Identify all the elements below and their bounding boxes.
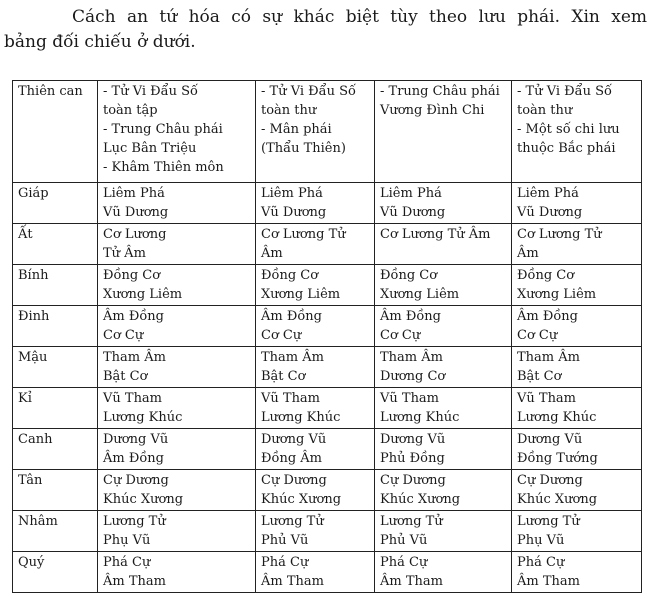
table-row bbox=[13, 388, 642, 429]
table-row bbox=[13, 183, 642, 224]
cell-line: Đồng Cơ bbox=[517, 268, 575, 283]
thien-can-cell bbox=[13, 429, 98, 470]
cell-line: Cơ Cự bbox=[517, 328, 558, 343]
cell-line: Liêm Phá bbox=[103, 186, 165, 201]
cell-line: Vũ Tham bbox=[261, 391, 321, 406]
thien-can-label: Tân bbox=[18, 473, 43, 488]
cell-line: Vũ Tham bbox=[517, 391, 577, 406]
table-cell bbox=[512, 388, 642, 429]
table-cell bbox=[98, 470, 256, 511]
table-cell bbox=[375, 347, 512, 388]
cell-line: Phủ Vũ bbox=[261, 533, 309, 548]
header-line: - Tử Vi Đẩu Số bbox=[261, 84, 356, 99]
cell-line: Liêm Phá bbox=[261, 186, 323, 201]
cell-line: Lương Tử bbox=[380, 514, 443, 529]
thien-can-cell bbox=[13, 552, 98, 593]
cell-line: Xương Liêm bbox=[261, 287, 341, 302]
cell-line: Đồng Tướng bbox=[517, 451, 598, 466]
cell-line: Âm bbox=[261, 246, 283, 261]
thien-can-cell bbox=[13, 511, 98, 552]
cell-line: Đồng Cơ bbox=[103, 268, 161, 283]
table-cell bbox=[375, 511, 512, 552]
header-line: - Tử Vi Đẩu Số bbox=[517, 84, 612, 99]
table-cell bbox=[375, 306, 512, 347]
table-row bbox=[13, 511, 642, 552]
table-cell bbox=[256, 511, 375, 552]
cell-line: Tham Âm bbox=[261, 350, 324, 365]
table-cell bbox=[98, 265, 256, 306]
table-cell bbox=[256, 429, 375, 470]
thien-can-cell bbox=[13, 470, 98, 511]
cell-line: Tham Âm bbox=[103, 350, 166, 365]
cell-line: Dương Vũ bbox=[261, 432, 327, 447]
cell-line: Âm Tham bbox=[517, 574, 580, 589]
table-row bbox=[13, 552, 642, 593]
cell-line: Vũ Tham bbox=[380, 391, 440, 406]
table-cell bbox=[98, 224, 256, 265]
cell-line: Âm Tham bbox=[103, 574, 166, 589]
cell-line: Tham Âm bbox=[380, 350, 443, 365]
cell-line: Dương Vũ bbox=[517, 432, 583, 447]
cell-line: Lương Khúc bbox=[380, 410, 460, 425]
header-line: toàn thư bbox=[517, 103, 573, 118]
table-cell bbox=[256, 552, 375, 593]
cell-line: Phủ Đồng bbox=[380, 451, 445, 466]
cell-line: Xương Liêm bbox=[380, 287, 460, 302]
header-school-4 bbox=[512, 81, 642, 183]
header-line: thuộc Bắc phái bbox=[517, 141, 616, 156]
cell-line: Cơ Lương Tử bbox=[517, 227, 602, 242]
cell-line: Vũ Dương bbox=[517, 205, 583, 220]
table-cell bbox=[375, 388, 512, 429]
cell-line: Đồng Cơ bbox=[261, 268, 319, 283]
table-row bbox=[13, 347, 642, 388]
cell-line: Phá Cự bbox=[261, 555, 309, 570]
table-cell bbox=[512, 470, 642, 511]
cell-line: Phá Cự bbox=[380, 555, 428, 570]
cell-line: Cơ Lương bbox=[103, 227, 167, 242]
intro-paragraph bbox=[0, 0, 649, 70]
cell-line: Âm Đồng bbox=[261, 309, 322, 324]
cell-line: Phá Cự bbox=[517, 555, 565, 570]
cell-line: Vũ Dương bbox=[103, 205, 169, 220]
cell-line: Bật Cơ bbox=[103, 369, 148, 384]
table-cell bbox=[512, 183, 642, 224]
thien-can-cell bbox=[13, 224, 98, 265]
header-line: - Mân phái bbox=[261, 122, 332, 137]
header-row bbox=[13, 81, 642, 183]
table-cell bbox=[98, 511, 256, 552]
intro-line-1: Cách an tứ hóa có sự khác biệt tùy theo lưu phái. Xin xem bbox=[72, 7, 647, 27]
header-line: Thiên can bbox=[18, 84, 83, 99]
thien-can-label: Canh bbox=[18, 432, 53, 447]
cell-line: Khúc Xương bbox=[103, 492, 184, 507]
cell-line: Âm Tham bbox=[261, 574, 324, 589]
header-thien-can bbox=[13, 81, 98, 183]
table-cell bbox=[512, 265, 642, 306]
cell-line: Liêm Phá bbox=[380, 186, 442, 201]
table-row bbox=[13, 429, 642, 470]
table-cell bbox=[512, 511, 642, 552]
thien-can-label: Giáp bbox=[18, 186, 49, 201]
cell-line: Lương Tử bbox=[517, 514, 580, 529]
cell-line: Xương Liêm bbox=[103, 287, 183, 302]
header-line: toàn thư bbox=[261, 103, 317, 118]
cell-line: Dương Cơ bbox=[380, 369, 446, 384]
header-line: Vương Đình Chi bbox=[380, 103, 485, 118]
table-cell bbox=[512, 429, 642, 470]
thien-can-cell bbox=[13, 265, 98, 306]
thien-can-label: Đinh bbox=[18, 309, 50, 324]
table-cell bbox=[256, 224, 375, 265]
table-cell bbox=[256, 265, 375, 306]
cell-line: Vũ Dương bbox=[380, 205, 446, 220]
cell-line: Cơ Lương Tử Âm bbox=[380, 227, 491, 242]
table-cell bbox=[375, 470, 512, 511]
header-line: - Khâm Thiên môn bbox=[103, 160, 224, 175]
header-line: - Một số chi lưu bbox=[517, 122, 620, 137]
cell-line: Lương Tử bbox=[103, 514, 166, 529]
cell-line: Đồng Cơ bbox=[380, 268, 438, 283]
cell-line: Lương Khúc bbox=[517, 410, 597, 425]
cell-line: Vũ Dương bbox=[261, 205, 327, 220]
cell-line: Đồng Âm bbox=[261, 451, 322, 466]
cell-line: Cơ Cự bbox=[103, 328, 144, 343]
table-row bbox=[13, 224, 642, 265]
cell-line: Âm Tham bbox=[380, 574, 443, 589]
table-row bbox=[13, 265, 642, 306]
table-cell bbox=[256, 306, 375, 347]
table-cell bbox=[375, 224, 512, 265]
cell-line: Lương Tử bbox=[261, 514, 324, 529]
thien-can-label: Nhâm bbox=[18, 514, 58, 529]
table-row bbox=[13, 306, 642, 347]
thien-can-cell bbox=[13, 388, 98, 429]
table-cell bbox=[98, 388, 256, 429]
cell-line: Cơ Cự bbox=[261, 328, 302, 343]
table-cell bbox=[512, 552, 642, 593]
cell-line: Bật Cơ bbox=[261, 369, 306, 384]
cell-line: Phụ Vũ bbox=[103, 533, 151, 548]
header-line: toàn tập bbox=[103, 103, 158, 118]
cell-line: Khúc Xương bbox=[261, 492, 342, 507]
intro-line-2: bảng đối chiếu ở dưới. bbox=[4, 32, 196, 52]
table-row bbox=[13, 470, 642, 511]
thien-can-cell bbox=[13, 183, 98, 224]
cell-line: Cơ Cự bbox=[380, 328, 421, 343]
header-school-2 bbox=[256, 81, 375, 183]
table-cell bbox=[375, 552, 512, 593]
header-line: - Trung Châu phái bbox=[380, 84, 500, 99]
table-cell bbox=[512, 347, 642, 388]
table-cell bbox=[98, 347, 256, 388]
header-line: Lục Bân Triệu bbox=[103, 141, 197, 156]
cell-line: Lương Khúc bbox=[261, 410, 341, 425]
cell-line: Khúc Xương bbox=[517, 492, 598, 507]
tu-hoa-comparison-table bbox=[12, 80, 642, 593]
table-cell bbox=[512, 306, 642, 347]
table-cell bbox=[98, 552, 256, 593]
header-line: - Tử Vi Đẩu Số bbox=[103, 84, 198, 99]
cell-line: Cơ Lương Tử bbox=[261, 227, 346, 242]
table-cell bbox=[256, 183, 375, 224]
cell-line: Tử Âm bbox=[103, 246, 146, 261]
table-header bbox=[13, 81, 642, 183]
thien-can-label: Bính bbox=[18, 268, 49, 283]
cell-line: Phủ Vũ bbox=[380, 533, 428, 548]
cell-line: Phá Cự bbox=[103, 555, 151, 570]
thien-can-label: Ất bbox=[18, 227, 33, 242]
cell-line: Cự Dương bbox=[380, 473, 446, 488]
cell-line: Lương Khúc bbox=[103, 410, 183, 425]
cell-line: Cự Dương bbox=[103, 473, 169, 488]
cell-line: Cự Dương bbox=[517, 473, 583, 488]
table-cell bbox=[98, 429, 256, 470]
cell-line: Xương Liêm bbox=[517, 287, 597, 302]
header-line: (Thẩu Thiên) bbox=[261, 141, 346, 156]
cell-line: Âm Đồng bbox=[517, 309, 578, 324]
header-school-3 bbox=[375, 81, 512, 183]
table-cell bbox=[375, 429, 512, 470]
cell-line: Khúc Xương bbox=[380, 492, 461, 507]
table-cell bbox=[98, 183, 256, 224]
thien-can-label: Mậu bbox=[18, 350, 48, 365]
cell-line: Dương Vũ bbox=[380, 432, 446, 447]
table-cell bbox=[256, 347, 375, 388]
cell-line: Liêm Phá bbox=[517, 186, 579, 201]
cell-line: Tham Âm bbox=[517, 350, 580, 365]
cell-line: Âm Đồng bbox=[103, 451, 164, 466]
header-school-1 bbox=[98, 81, 256, 183]
cell-line: Âm bbox=[517, 246, 539, 261]
header-line: - Trung Châu phái bbox=[103, 122, 223, 137]
cell-line: Cự Dương bbox=[261, 473, 327, 488]
cell-line: Bật Cơ bbox=[517, 369, 562, 384]
cell-line: Âm Đồng bbox=[103, 309, 164, 324]
table-cell bbox=[98, 306, 256, 347]
cell-line: Âm Đồng bbox=[380, 309, 441, 324]
table-cell bbox=[375, 183, 512, 224]
cell-line: Vũ Tham bbox=[103, 391, 163, 406]
table-body bbox=[13, 183, 642, 593]
cell-line: Dương Vũ bbox=[103, 432, 169, 447]
cell-line: Phụ Vũ bbox=[517, 533, 565, 548]
thien-can-label: Quý bbox=[18, 555, 45, 570]
table-cell bbox=[512, 224, 642, 265]
thien-can-cell bbox=[13, 306, 98, 347]
thien-can-cell bbox=[13, 347, 98, 388]
table-cell bbox=[375, 265, 512, 306]
table-cell bbox=[256, 388, 375, 429]
table-cell bbox=[256, 470, 375, 511]
thien-can-label: Kỉ bbox=[18, 391, 32, 406]
